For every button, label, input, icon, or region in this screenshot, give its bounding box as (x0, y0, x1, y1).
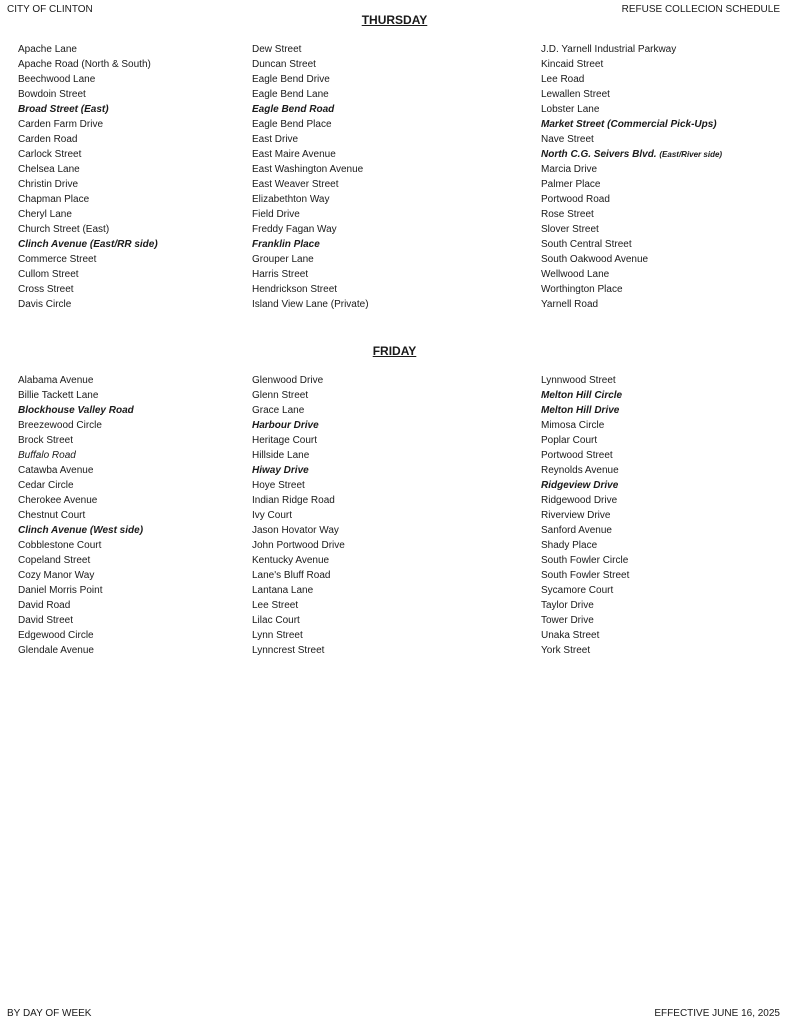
street-item: Clinch Avenue (East/RR side) (18, 239, 158, 250)
street-item: David Road (18, 600, 71, 611)
street-item: Franklin Place (252, 239, 320, 250)
street-item: Lynn Street (252, 630, 303, 641)
street-item: Alabama Avenue (18, 375, 94, 386)
street-item: Indian Ridge Road (252, 495, 335, 506)
street-item: Lane's Bluff Road (252, 570, 331, 581)
street-item: Poplar Court (541, 435, 598, 446)
street-item: Reynolds Avenue (541, 465, 619, 476)
street-name: North C.G. Seivers Blvd. (541, 149, 657, 160)
effective-date: EFFECTIVE JUNE 16, 2025 (654, 1008, 780, 1019)
street-item: Worthington Place (541, 284, 623, 295)
street-item: Hiway Drive (252, 465, 309, 476)
street-item: Rose Street (541, 209, 594, 220)
thursday-column-1 (18, 42, 158, 312)
street-item: Melton Hill Circle (541, 390, 623, 401)
street-item: Lilac Court (252, 615, 300, 626)
street-item: Cobblestone Court (18, 540, 102, 551)
street-item: Island View Lane (Private) (252, 299, 369, 310)
street-item: Brock Street (18, 435, 74, 446)
street-item: Glenn Street (252, 390, 309, 401)
street-item: Breezewood Circle (18, 420, 102, 431)
street-item: Dew Street (252, 44, 302, 55)
street-item: David Street (18, 615, 74, 626)
street-item: Apache Road (North & South) (18, 59, 151, 70)
street-item: Lynncrest Street (252, 645, 325, 656)
street-item: South Fowler Circle (541, 555, 629, 566)
street-item: Davis Circle (18, 299, 72, 310)
street-item: South Fowler Street (541, 570, 630, 581)
street-item: Kincaid Street (541, 59, 604, 70)
street-item: Catawba Avenue (18, 465, 94, 476)
street-item (541, 147, 722, 162)
street-item: South Central Street (541, 239, 632, 250)
street-item: Blockhouse Valley Road (18, 405, 134, 416)
street-item: Harris Street (252, 269, 309, 280)
street-item: Carlock Street (18, 149, 82, 160)
street-item: Glenwood Drive (252, 375, 324, 386)
street-item: Mimosa Circle (541, 420, 605, 431)
street-item: Carden Road (18, 134, 78, 145)
street-item: Lewallen Street (541, 89, 610, 100)
street-item: East Weaver Street (252, 179, 339, 190)
street-item: Christin Drive (18, 179, 79, 190)
street-item: Buffalo Road (18, 450, 76, 461)
street-item: South Oakwood Avenue (541, 254, 649, 265)
street-item: Eagle Bend Drive (252, 74, 330, 85)
street-item: Elizabethton Way (252, 194, 330, 205)
street-item: Riverview Drive (541, 510, 611, 521)
street-item: Market Street (Commercial Pick-Ups) (541, 119, 717, 130)
street-item: Broad Street (East) (18, 104, 109, 115)
thursday-column-3 (541, 42, 722, 312)
street-item: Cozy Manor Way (18, 570, 95, 581)
street-item: Beechwood Lane (18, 74, 96, 85)
street-item: Chelsea Lane (18, 164, 80, 175)
street-item: John Portwood Drive (252, 540, 345, 551)
street-item: East Drive (252, 134, 299, 145)
street-item: Grouper Lane (252, 254, 314, 265)
street-item: Slover Street (541, 224, 599, 235)
street-item: Billie Tackett Lane (18, 390, 99, 401)
street-item: Eagle Bend Place (252, 119, 332, 130)
street-item: Lynnwood Street (541, 375, 616, 386)
street-item: Eagle Bend Road (252, 104, 335, 115)
street-note: (East/River side) (659, 150, 723, 159)
thursday-heading: THURSDAY (361, 13, 428, 27)
friday-column-3 (541, 373, 629, 658)
street-item: Eagle Bend Lane (252, 89, 329, 100)
street-item: Marcia Drive (541, 164, 598, 175)
street-item: Melton Hill Drive (541, 405, 620, 416)
street-item: East Washington Avenue (252, 164, 364, 175)
street-item: York Street (541, 645, 591, 656)
street-item: Daniel Morris Point (18, 585, 103, 596)
street-item: Taylor Drive (541, 600, 594, 611)
street-item: Hoye Street (252, 480, 305, 491)
street-item: Tower Drive (541, 615, 594, 626)
street-item: Bowdoin Street (18, 89, 86, 100)
city-name: CITY OF CLINTON (7, 4, 93, 15)
thursday-column-2 (252, 42, 369, 312)
street-item: Portwood Road (541, 194, 610, 205)
street-item: Sanford Avenue (541, 525, 612, 536)
street-item: Hillside Lane (252, 450, 310, 461)
street-item: Cedar Circle (18, 480, 74, 491)
schedule-title: REFUSE COLLECION SCHEDULE (621, 4, 780, 15)
street-item: J.D. Yarnell Industrial Parkway (541, 44, 677, 55)
street-item: Edgewood Circle (18, 630, 94, 641)
street-item: Church Street (East) (18, 224, 110, 235)
friday-column-1 (18, 373, 143, 658)
street-item: Cheryl Lane (18, 209, 72, 220)
street-item: Lobster Lane (541, 104, 600, 115)
street-item: Cullom Street (18, 269, 79, 280)
street-item: Grace Lane (252, 405, 305, 416)
street-item: Field Drive (252, 209, 300, 220)
street-item: Portwood Street (541, 450, 613, 461)
street-item: Clinch Avenue (West side) (18, 525, 144, 536)
street-item: Harbour Drive (252, 420, 319, 431)
footer-left: BY DAY OF WEEK (7, 1008, 92, 1019)
street-item: Glendale Avenue (18, 645, 94, 656)
street-item: Chestnut Court (18, 510, 86, 521)
street-item: Lee Road (541, 74, 585, 85)
street-item: Carden Farm Drive (18, 119, 104, 130)
street-item: Kentucky Avenue (252, 555, 330, 566)
street-item: Cherokee Avenue (18, 495, 98, 506)
street-item: Copeland Street (18, 555, 91, 566)
street-item: Ivy Court (252, 510, 293, 521)
street-item: East Maire Avenue (252, 149, 336, 160)
street-item: Unaka Street (541, 630, 600, 641)
street-item: Sycamore Court (541, 585, 614, 596)
street-item: Heritage Court (252, 435, 318, 446)
street-item: Lantana Lane (252, 585, 314, 596)
street-item: Yarnell Road (541, 299, 599, 310)
street-item: Freddy Fagan Way (252, 224, 337, 235)
street-item: Cross Street (18, 284, 74, 295)
street-item: Commerce Street (18, 254, 97, 265)
street-item: Nave Street (541, 134, 594, 145)
street-item: Ridgeview Drive (541, 480, 619, 491)
street-item: Wellwood Lane (541, 269, 610, 280)
street-item: Duncan Street (252, 59, 316, 70)
street-item: Lee Street (252, 600, 299, 611)
street-item: Chapman Place (18, 194, 90, 205)
friday-column-2 (252, 373, 345, 658)
street-item: Shady Place (541, 540, 598, 551)
street-item: Jason Hovator Way (252, 525, 339, 536)
street-item: Hendrickson Street (252, 284, 338, 295)
street-item: Ridgewood Drive (541, 495, 618, 506)
street-item: Apache Lane (18, 44, 77, 55)
friday-heading: FRIDAY (372, 344, 417, 358)
street-item: Palmer Place (541, 179, 601, 190)
